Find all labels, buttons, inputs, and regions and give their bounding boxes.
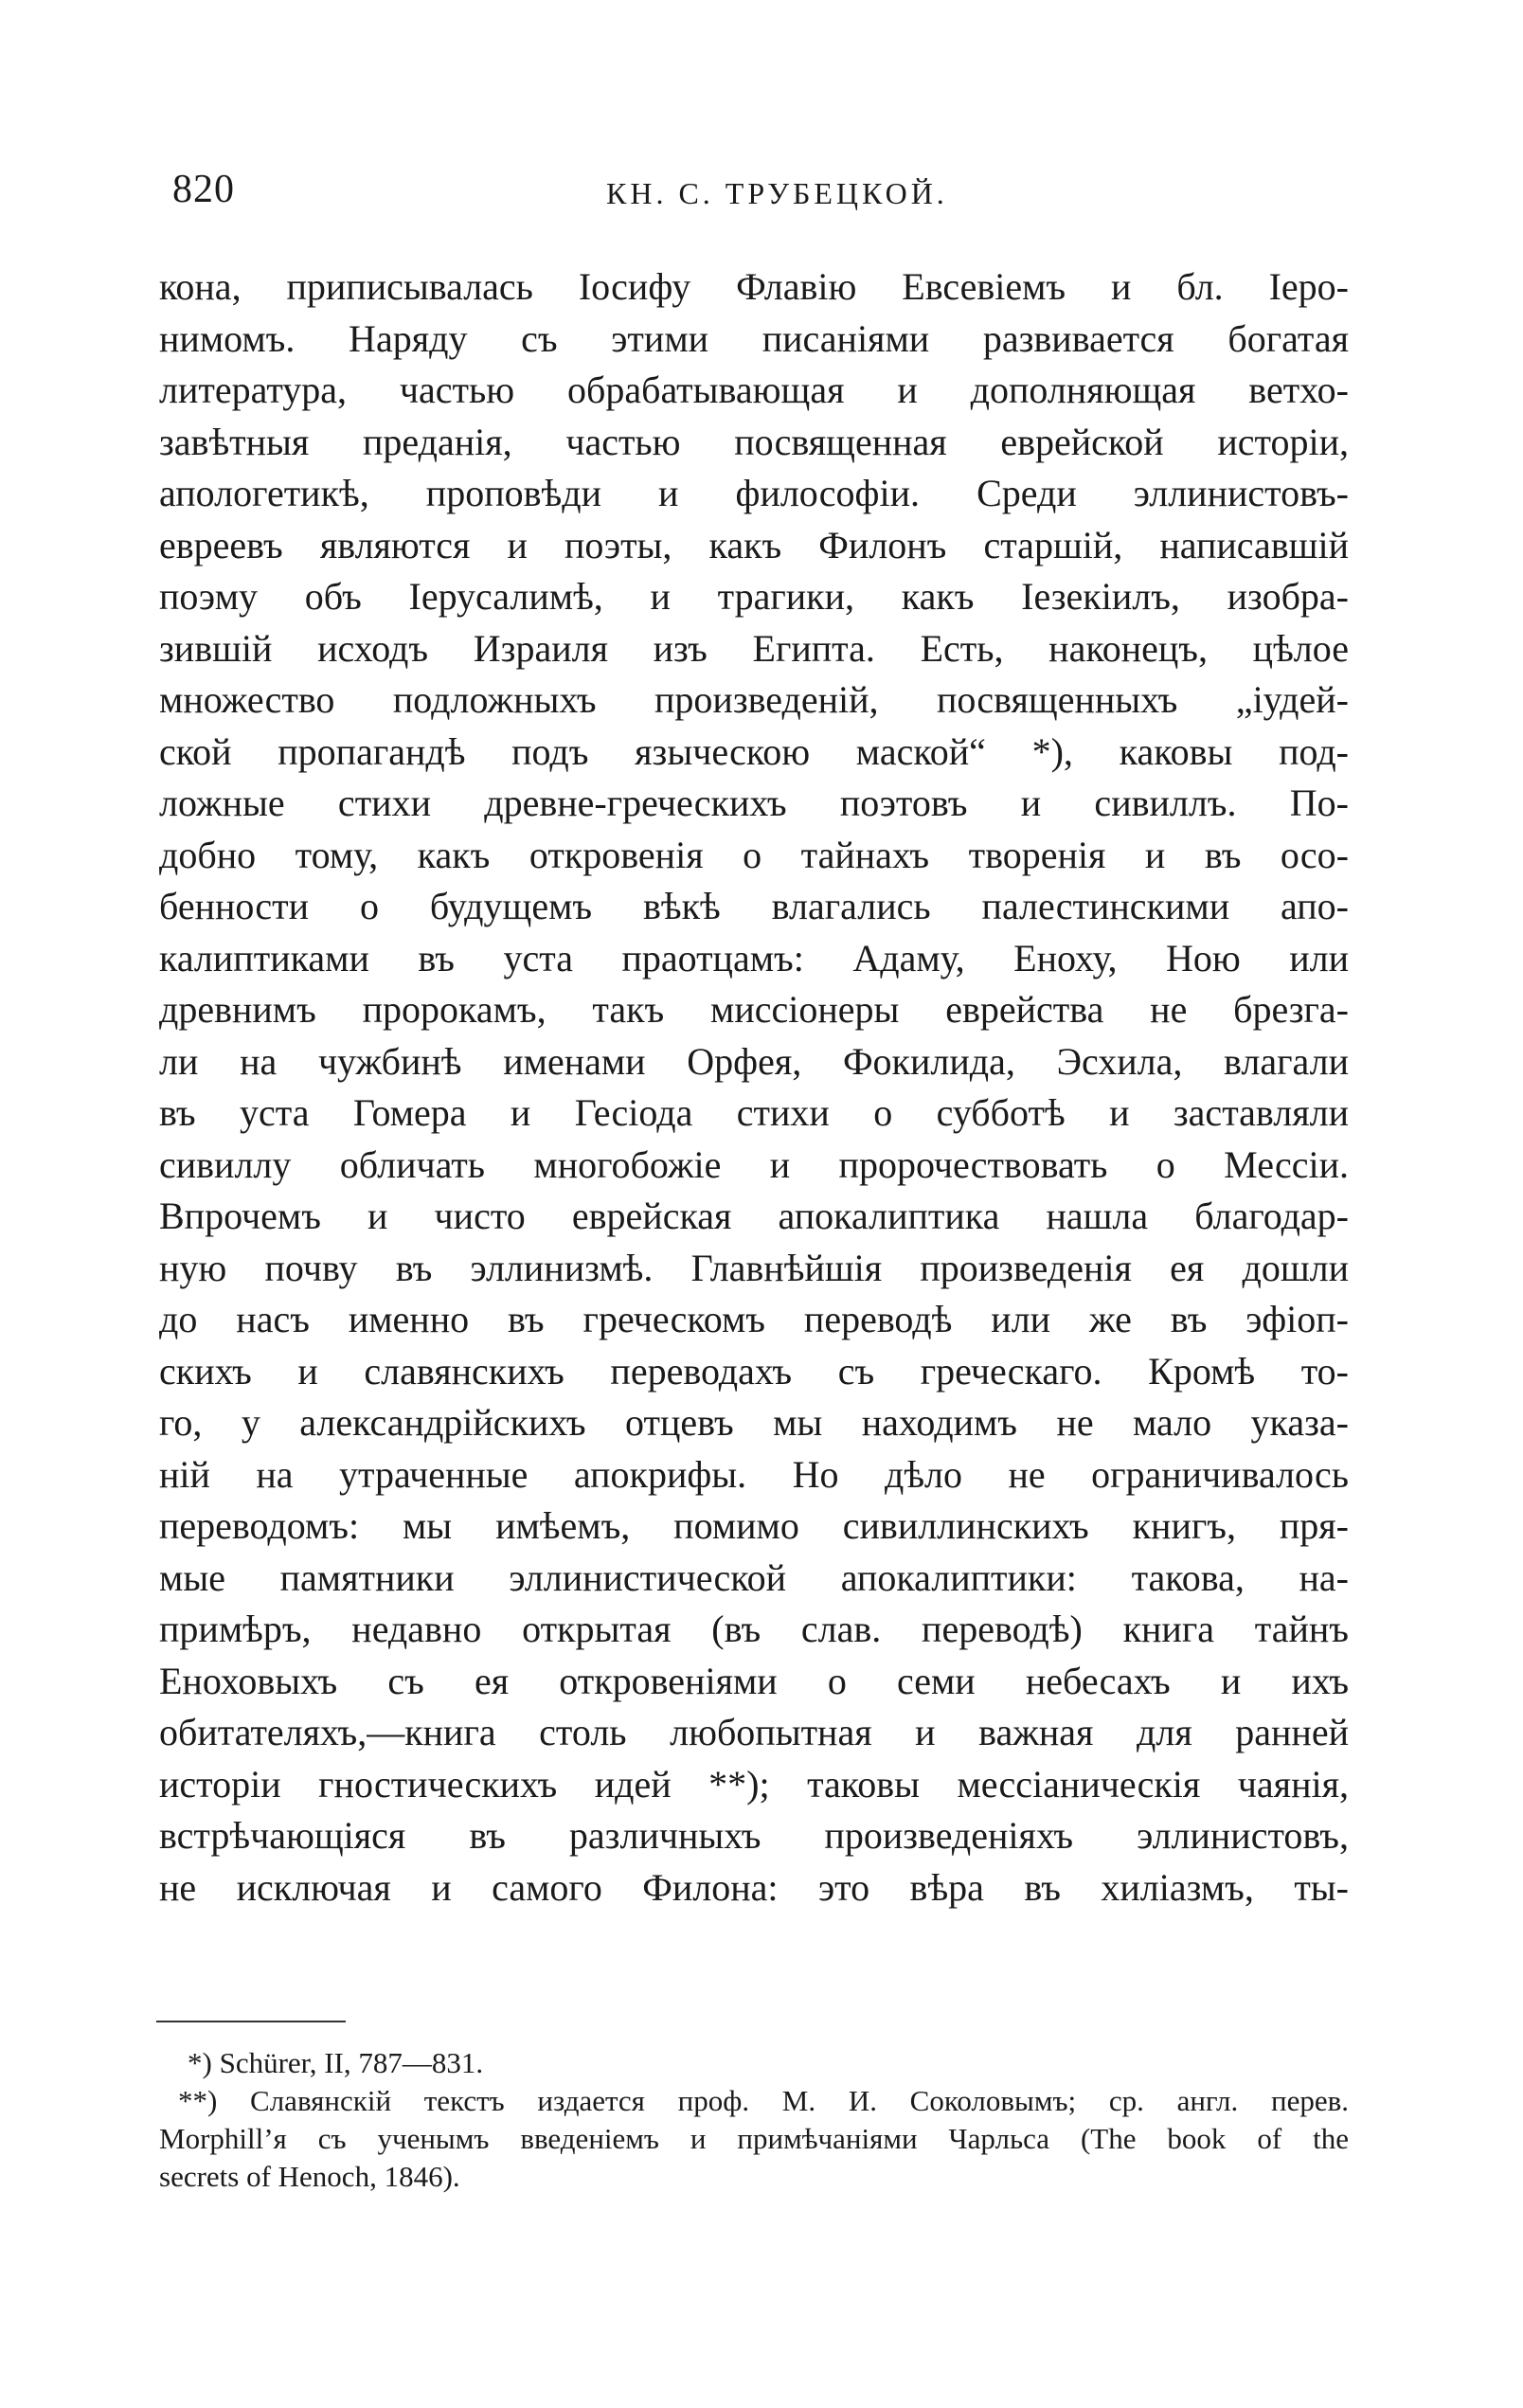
text-line: встрѣчающіяся въ различныхъ произведеніяхъ эллинистовъ, [159, 1814, 1349, 1857]
text-line: ній на утраченные апокрифы. Но дѣло не ограничивалось [159, 1452, 1349, 1496]
running-head: КН. С. ТРУБЕЦКОЙ. [606, 176, 948, 210]
text-line: множество подложныхъ произведеній, посвященныхъ „іудей- [159, 678, 1349, 721]
text-line: исторіи гностическихъ идей **); таковы мессіаническія чаянія, [159, 1762, 1349, 1806]
text-line: нимомъ. Наряду съ этими писаніями развивается богатая [159, 316, 1349, 360]
text-line: не исключая и самого Филона: это вѣра въ хиліазмъ, ты- [159, 1865, 1349, 1909]
text-line: зившій исходъ Израиля изъ Египта. Есть, наконецъ, цѣлое [159, 626, 1349, 670]
text-line: ную почву въ эллинизмѣ. Главнѣйшія произведенія ея дошли [159, 1246, 1349, 1289]
text-line: литература, частью обрабатывающая и дополняющая ветхо- [159, 368, 1349, 411]
text-line: ской пропагандѣ подъ языческою маской“ *), каковы под- [159, 729, 1349, 773]
footnote-2-line: secrets of Henoch, 1846). [159, 2160, 460, 2193]
text-line: Еноховыхъ съ ея откровеніями о семи небесахъ и ихъ [159, 1659, 1349, 1702]
footnote-rule [156, 2021, 346, 2022]
text-line: ли на чужбинѣ именами Орфея, Фокилида, Эсхила, влагали [159, 1039, 1349, 1083]
text-line: Впрочемъ и чисто еврейская апокалиптика нашла благодар- [159, 1195, 1349, 1237]
text-line: калиптиками въ уста праотцамъ: Адаму, Еноху, Ною или [159, 936, 1349, 979]
text-line: переводомъ: мы имѣемъ, помимо сивиллинскихъ книгъ, пря- [159, 1504, 1349, 1547]
text-line: кона, приписывалась Іосифу Флавію Евсевіемъ и бл. Іеро- [159, 265, 1349, 308]
text-line: обитателяхъ,—книга столь любопытная и важная для ранней [159, 1711, 1349, 1753]
footnote-1: *) Schürer, II, 787—831. [188, 2046, 484, 2079]
text-line: добно тому, какъ откровенія о тайнахъ творенія и въ осо- [159, 833, 1349, 876]
text-line: бенности о будущемъ вѣкѣ влагались палестинскими апо- [159, 885, 1349, 927]
text-line: го, у александрійскихъ отцевъ мы находимъ не мало указа- [159, 1401, 1349, 1444]
text-line: евреевъ являются и поэты, какъ Филонъ старшій, написавшій [159, 523, 1349, 566]
text-line: сивиллу обличать многобожіе и пророчествовать о Мессіи. [159, 1142, 1349, 1186]
text-line: древнимъ пророкамъ, такъ миссіонеры еврейства не брезга- [159, 988, 1349, 1031]
text-line: примѣръ, недавно открытая (въ слав. переводѣ) книга тайнъ [159, 1608, 1349, 1650]
footnotes [159, 2044, 1349, 2196]
footnote-2-line: Morphill’я съ ученымъ введеніемъ и примѣчаніями Чарльса (The book of the [159, 2122, 1349, 2155]
footnote-2-line: **) Славянскій текстъ издается проф. М. И. Соколовымъ; ср. англ. перев. [178, 2084, 1349, 2117]
text-line: до насъ именно въ греческомъ переводѣ или же въ эфіоп- [159, 1298, 1349, 1340]
text-line: апологетикѣ, проповѣди и философіи. Среди эллинистовъ- [159, 472, 1349, 514]
page-number: 820 [172, 168, 235, 211]
text-line: скихъ и славянскихъ переводахъ съ греческаго. Кромѣ то- [159, 1349, 1349, 1393]
text-line: мые памятники эллинистической апокалиптики: такова, на- [159, 1555, 1349, 1599]
text-line: завѣтныя преданія, частью посвященная еврейской исторіи, [159, 420, 1349, 463]
text-line: ложные стихи древне-греческихъ поэтовъ и сивиллъ. По- [159, 782, 1349, 824]
body-text [159, 261, 1349, 1914]
text-line: поэму объ Іерусалимѣ, и трагики, какъ Іезекіилъ, изобра- [159, 575, 1349, 618]
text-line: въ уста Гомера и Гесіода стихи о субботѣ и заставляли [159, 1091, 1349, 1134]
